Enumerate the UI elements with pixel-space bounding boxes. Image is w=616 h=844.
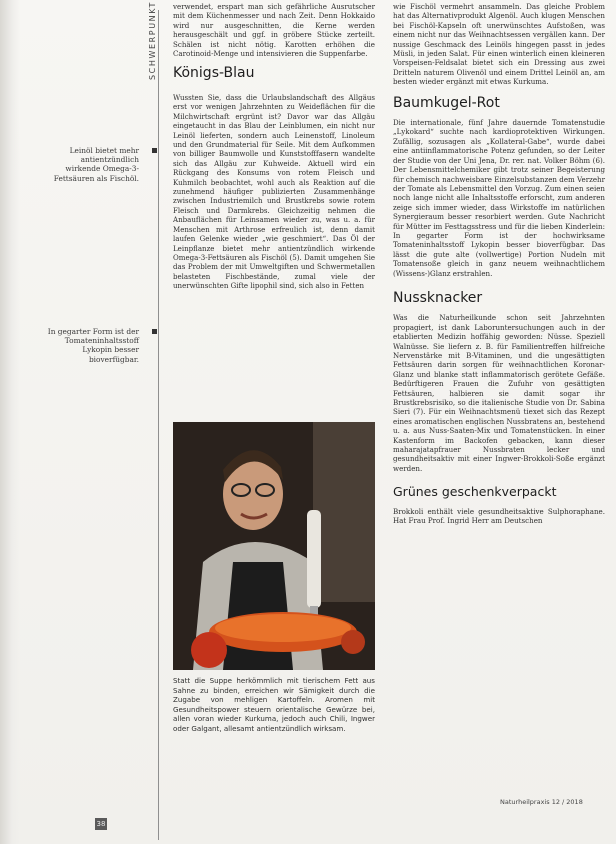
heading-koenigs-blau: Königs-Blau bbox=[173, 65, 255, 82]
bullet-marker bbox=[152, 148, 157, 153]
heading-gruenes-geschenkverpackt: Grünes geschenkverpackt bbox=[393, 484, 557, 500]
photo-woman-blending-soup bbox=[173, 422, 375, 670]
paragraph: Brokkoli enthält viele gesundheitsaktive Sulphoraphane. Hat Frau Prof. Ingrid Herr am Deutschen bbox=[393, 506, 605, 526]
paragraph: wie Fischöl vermehrt ansammeln. Das gleiche Problem hat das Alternativprodukt Algenöl. Auch klugen Menschen bei Fischöl-Kapseln oft unerwünschtes Aufstoßen, was einem nicht nur das Weihnachtsessen vergällen kann. Der nussige Geschmack des Leinöls hingegen passt in jedes Müsli, in jeden Salat. Für einen winterlich einen kleineren Vorspeisen-Feldsalat bietet sich ein Dressing aus zwei Dritteln naturem Olivenöl und einem Drittel Leinöl an, am besten wieder ergänzt mit etwas Kurkuma. bbox=[393, 2, 605, 87]
middle-column bbox=[173, 0, 375, 348]
column-rule bbox=[158, 10, 159, 840]
paragraph: verwendet, erspart man sich gefährliche Ausrutscher mit dem Küchenmesser und nach Zeit. Denn Hokkaido wird nur ausgeschnitten, die Kerne werden herausgeschält und ggf. in gröbere Stücke zerteilt. Schälen ist nicht nötig. Karotten erhöhen die Carotinoid-Menge und intensivieren die Suppenfarbe. bbox=[173, 2, 375, 59]
page-number: 38 bbox=[96, 820, 106, 828]
footer-issue: Naturheilpraxis 12 / 2018 bbox=[500, 798, 583, 806]
right-column bbox=[393, 0, 605, 529]
scan-edge bbox=[0, 0, 20, 844]
marginal-note-lykopin bbox=[47, 327, 139, 364]
photo-caption: Statt die Suppe herkömmlich mit tierischem Fett aus Sahne zu binden, erreichen wir Sämigkeit durch die Zugabe von mehligen Kartoffeln. Aromen mit Gesundheitspower steuern orientalische Gewürze bei, allen voran wieder Kurkuma, jedoch auch Chili, Ingwer oder Galgant, allesamt antientzündlich wirksam. bbox=[173, 676, 375, 733]
paragraph: Wussten Sie, dass die Urlaubslandschaft des Allgäus erst vor wenigen Jahrzehnten zu Weideflächen für die Milchwirtschaft ergrünt ist? Davor war das Allgäu eingetaucht in das Blau der Leinblumen, ein nicht nur Leinöl lieferten, sondern auch Leinenstoff, Linoleum und den Grundmaterial für Seile. Mit dem Aufkommen von billiger Baumwolle und Kunststofffasern wandelte sich das Allgäu zur Kuhweide. Aktuell wird ein Rückgang des Konsums von rotem Fleisch und Kuhmilch beobachtet, wohl auch als Reaktion auf die zunehmend häufiger publizierten Zusammenhänge zwischen Industriemilch und Brustkrebs sowie rotem Fleisch und Darmkrebs. Gleichzeitig nehmen die Anbauflächen für Leinsamen wieder zu, was u. a. für Menschen mit Arthrose erfreulich ist, denn damit laufen Gelenke wieder „wie geschmiert“. Das Öl der Leinpflanze bietet mehr antientzündlich wirkende Omega-3-Fettsäuren als Fischöl (5). Damit umgehen Sie das Problem der mit Umweltgiften und Schwermetallen belasteten Fischbestände, zumal viele der unerwünschten Gifte lipophil sind, sich also in Fetten bbox=[173, 92, 375, 291]
section-label: SCHWERPUNKT bbox=[148, 1, 157, 80]
marginal-text: Leinöl bietet mehr antientzündlich wirkende Omega-3-Fettsäuren als Fischöl. bbox=[53, 146, 139, 183]
marginal-text: In gegarter Form ist der Tomateninhaltsstoff Lykopin besser bioverfügbar. bbox=[47, 327, 139, 364]
photo-illustration bbox=[173, 422, 375, 670]
heading-baumkugel-rot: Baumkugel-Rot bbox=[393, 94, 500, 111]
heading-nussknacker: Nussknacker bbox=[393, 289, 483, 306]
paragraph: Was die Naturheilkunde schon seit Jahrzehnten propagiert, ist dank Laboruntersuchungen auch in der etablierten Medizin hoffähig geworden: Nüsse. Speziell Walnüsse. Sie liefern z. B. für Familientreffen hilfreiche Nervenstärke mit B-Vitaminen, und die ungesättigten Fettsäuren darin sorgen für weihnachtlichen Koronar-Glanz und blanke statt inflammatorisch gerötete Gefäße. Bedürftigeren Frauen die Zufuhr von gesättigten Fettsäuren, halbieren sie damit sogar ihr Brustkrebsrisiko, so die italienische Studie von Dr. Sabina Sieri (7). Für ein Weihnachtsmenü tiexet sich das Rezept eines aromatischen englischen Nussbratens an, bestehend u. a. aus Nuss-Saaten-Mix und Tomatenstücken. In einer Kastenform im Backofen gebacken, kann dieser maharajatapfrauer Nussbraten lecker und gesundheitsaktiv mit einer Ingwer-Brokkoli-Soße ergänzt werden. bbox=[393, 313, 605, 473]
bullet-marker bbox=[152, 329, 157, 334]
marginal-note-leinoel bbox=[47, 146, 139, 183]
paragraph: Die internationale, fünf Jahre dauernde Tomatenstudie „Lykokard“ suchte nach kardioprotektiven Wirkungen. Zufällig, sozusagen als „Kollateral-Gabe“, wurde dabei eine antiinflammatorische Potenz gefunden, so der Leiter der Studie von der Uni Jena, Dr. rer. nat. Volker Böhm (6). Der Lebensmittelchemiker gibt trotz seiner Begeisterung für chemisch nachweisbare Einzelsubstanzen dem Verzehr der Tomate als Lebensmittel den Vorzug. Zum einen seien noch lange nicht alle Inhaltsstoffe erforscht, zum anderen zeige sich immer wieder, dass Wirkstoffe im natürlichen Synergieraum besser resorbiert werden. Gute Nachricht für Mütter im Festtagsstress und für die lieben Kinderlein: In gegarter Form ist der hochwirksame Tomateninhaltsstoff Lykopin besser bioverfügbar. Das lässt die gute alte (vollwertige) Portion Nudeln mit Tomatensoße gleich in ganz neuem weihnachtlichem (Wissens-)Glanz erstrahlen. bbox=[393, 118, 605, 278]
